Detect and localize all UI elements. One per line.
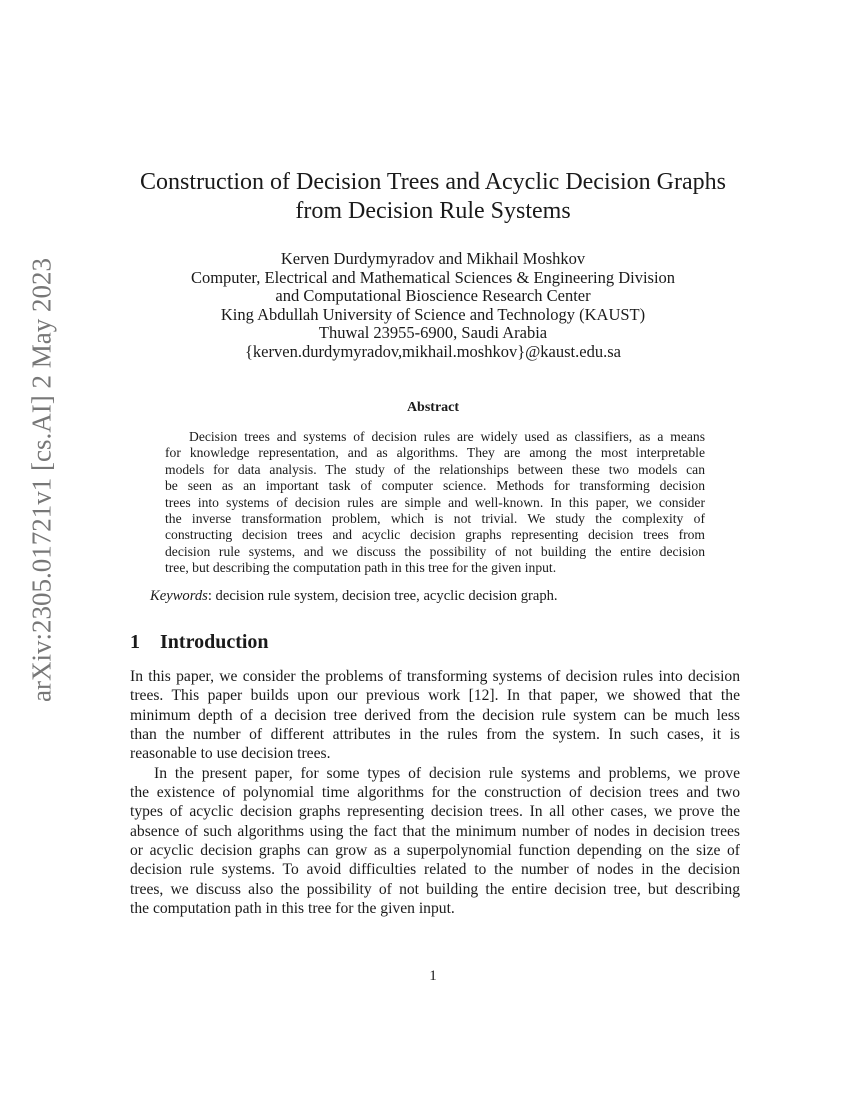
abstract-line: be seen as an important task of computer science. Methods for transforming decision (165, 478, 705, 494)
paper-title (0, 168, 850, 226)
author-names: Kerven Durdymyradov and Mikhail Moshkov (280, 249, 586, 268)
intro-line: the existence of polynomial time algorithms for the construction of decision trees and two (130, 784, 740, 802)
intro-line: the computation path in this tree for the given input. (130, 900, 455, 918)
abstract-line: constructing decision trees and acyclic decision graphs representing decision trees from (165, 527, 705, 543)
intro-line: types of acyclic decision graphs representing decision trees. In all other cases, we prove the (130, 803, 740, 821)
abstract-line: for knowledge representation, and as algorithms. They are among the most interpretable (165, 445, 705, 461)
introduction-body (130, 667, 740, 918)
intro-line: trees, we discuss also the possibility of not building the entire decision tree, but describing (130, 880, 740, 898)
affiliation: Computer, Electrical and Mathematical Sciences & Engineering Division (190, 267, 676, 287)
abstract-line: trees into systems of decision rules are simple and well-known. In this paper, we consider (165, 494, 705, 510)
keywords-text: : decision rule system, decision tree, acyclic decision graph. (207, 588, 558, 604)
abstract-line: Decision trees and systems of decision rules are widely used as classifiers, as a means (189, 429, 705, 444)
keywords (150, 588, 558, 605)
intro-line: trees. This paper builds upon our previous work [12]. In that paper, we showed that the (130, 687, 740, 705)
section-number: 1 (130, 631, 140, 653)
arxiv-identifier: arXiv:2305.01721v1 [cs.AI] 2 May 2023 (26, 258, 57, 702)
affiliation: and Computational Bioscience Research Center (275, 286, 591, 306)
author-block (0, 250, 850, 362)
intro-line: than the number of different attributes in the rules from the system. In such cases, it is (130, 726, 740, 744)
intro-line: or acyclic decision graphs can grow as a superpolynomial function depending on the size of (130, 842, 740, 860)
abstract-line: decision rule systems, and we discuss the possibility of not building the entire decision (165, 543, 705, 559)
abstract-line: tree, but describing the computation path in this tree for the given input. (165, 560, 557, 576)
keywords-label: Keywords (150, 588, 208, 604)
affiliation: King Abdullah University of Science and Technology (KAUST) (220, 304, 646, 324)
section-title: Introduction (160, 631, 269, 653)
abstract-heading: Abstract (406, 400, 460, 415)
intro-line: decision rule systems. To avoid difficulties related to the number of nodes in the decision (130, 861, 740, 879)
intro-line: In the present paper, for some types of decision rule systems and problems, we prove (154, 764, 740, 782)
intro-line: minimum depth of a decision tree derived from the decision rule system can be much less (130, 706, 740, 724)
intro-line: In this paper, we consider the problems of transforming systems of decision rules into decision (130, 668, 740, 685)
title-line: Construction of Decision Trees and Acyclic Decision Graphs (140, 169, 726, 195)
intro-line: absence of such algorithms using the fact that the minimum number of nodes in decision trees (130, 822, 740, 840)
address: Thuwal 23955-6900, Saudi Arabia (318, 323, 548, 343)
abstract-line: the inverse transformation problem, which is not trivial. We study the complexity of (165, 511, 705, 527)
page-number: 1 (429, 968, 437, 984)
intro-line: reasonable to use decision trees. (130, 745, 331, 763)
section-heading (130, 631, 289, 654)
title-line: from Decision Rule Systems (295, 198, 571, 224)
abstract-body (165, 429, 705, 577)
email: {kerven.durdymyradov,mikhail.moshkov}@kaust.edu.sa (245, 341, 621, 361)
abstract-line: models for data analysis. The study of the relationships between these two models can (165, 461, 705, 477)
